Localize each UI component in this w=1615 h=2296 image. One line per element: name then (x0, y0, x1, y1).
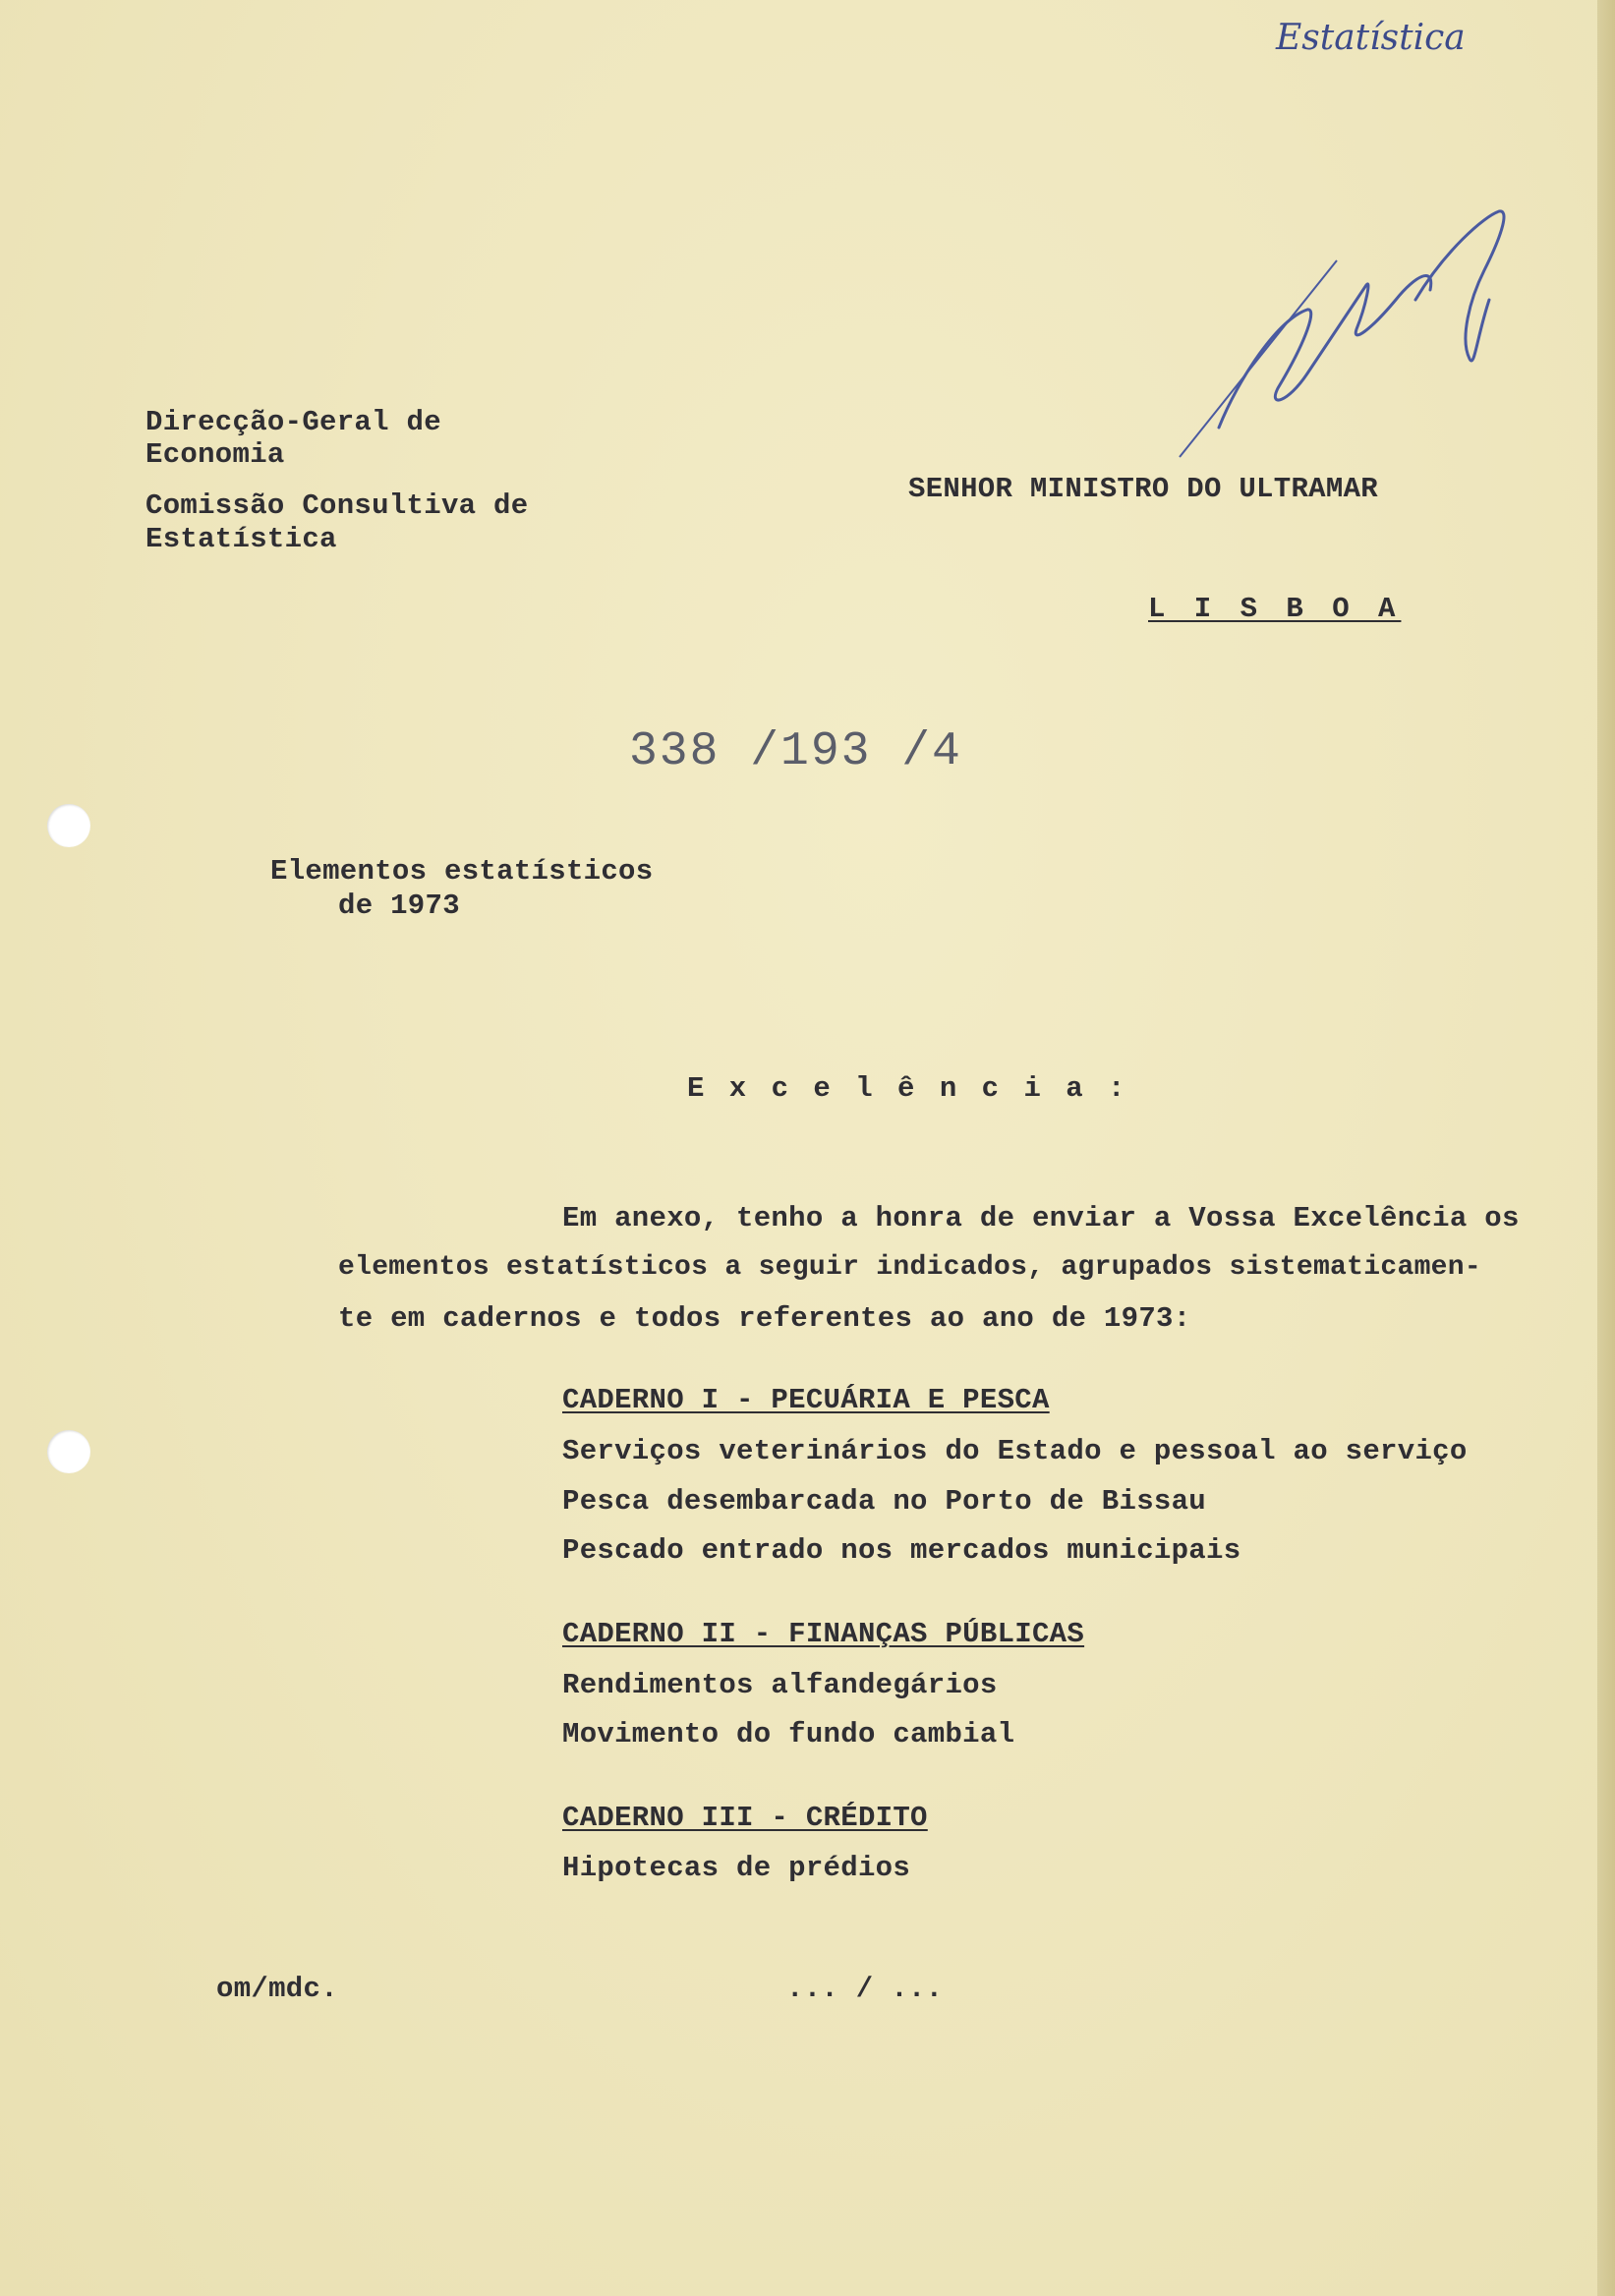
body-line-1: Em anexo, tenho a honra de enviar a Vossa Excelência os (562, 1202, 1520, 1234)
recipient-title: SENHOR MINISTRO DO ULTRAMAR (908, 473, 1378, 505)
sender-line-3: Comissão Consultiva de (145, 489, 529, 522)
caderno-3-item-1: Hipotecas de prédios (562, 1852, 911, 1884)
page-edge (1597, 0, 1615, 2296)
recipient-city: L I S B O A (1148, 593, 1402, 625)
sender-line-4: Estatística (145, 523, 337, 555)
handwritten-annotation: Estatística (1276, 18, 1466, 58)
caderno-1-item-1: Serviços veterinários do Estado e pessoal ao serviço (562, 1435, 1468, 1467)
punch-hole-top (47, 804, 90, 847)
sender-line-2: Economia (145, 438, 285, 471)
reference-number-stamp: 338 /193 /4 (629, 725, 962, 778)
body-line-2: elementos estatísticos a seguir indicados, agrupados sistematicamen- (338, 1252, 1481, 1283)
caderno-3-title: CADERNO III - CRÉDITO (562, 1802, 928, 1834)
subject-line-1: Elementos estatísticos (270, 855, 654, 888)
caderno-2-item-2: Movimento do fundo cambial (562, 1718, 1015, 1751)
subject-line-2: de 1973 (338, 890, 460, 922)
handwritten-signature (1160, 192, 1592, 467)
footer-continuation: ... / ... (786, 1973, 944, 2005)
caderno-1-title: CADERNO I - PECUÁRIA E PESCA (562, 1384, 1050, 1416)
salutation: E x c e l ê n c i a : (687, 1072, 1129, 1105)
caderno-1-item-2: Pesca desembarcada no Porto de Bissau (562, 1485, 1207, 1518)
sender-line-1: Direcção-Geral de (145, 406, 441, 438)
punch-hole-bottom (47, 1430, 90, 1473)
caderno-2-item-1: Rendimentos alfandegários (562, 1669, 998, 1701)
footer-initials: om/mdc. (216, 1973, 338, 2005)
caderno-1-item-3: Pescado entrado nos mercados municipais (562, 1534, 1241, 1567)
caderno-2-title: CADERNO II - FINANÇAS PÚBLICAS (562, 1618, 1085, 1650)
body-line-3: te em cadernos e todos referentes ao ano de 1973: (338, 1302, 1191, 1335)
